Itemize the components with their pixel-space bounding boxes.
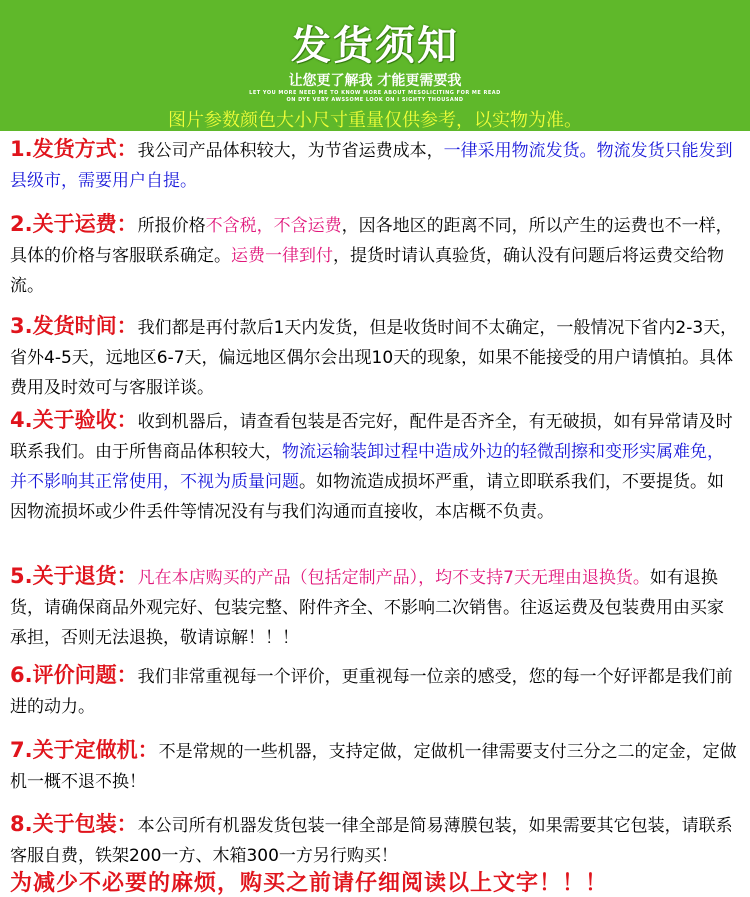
section-custom-machine (10, 735, 740, 797)
header-english-line-2: ON DYE VERY AWSSOME LOOK ON I SIGHTY THOUSAND (286, 97, 464, 103)
section-title: 5.关于退货： (10, 564, 138, 588)
section-highlight: 凡在本店购买的产品（包括定制产品），均不支持7天无理由退换货。 (137, 568, 650, 588)
section-title: 6.评价问题： (10, 663, 138, 687)
section-reviews (10, 660, 740, 722)
section-text: 不是常规的一些机器，支持定做，定做机一律需要支付三分之二的定金，定做机一概不退不换！ (10, 742, 737, 792)
section-highlight: 物流运输装卸过程中造成外边的轻微刮擦和变形实属难免，并不影响其正常使用，不视为质量问题 (10, 442, 724, 492)
section-title: 8.关于包装： (10, 812, 138, 836)
section-text: 我们非常重视每一个评价，更重视每一位亲的感受，您的每一个好评都是我们前进的动力。 (10, 667, 733, 717)
section-title: 4.关于验收： (10, 408, 138, 432)
section-title: 2.关于运费： (10, 212, 138, 236)
section-highlight: 一律采用物流发货。物流发货只能发到县级市，需要用户自提。 (10, 141, 733, 191)
section-title: 1.发货方式： (10, 137, 138, 161)
header-banner (0, 0, 750, 131)
section-highlight: 不含税，不含运费 (205, 216, 342, 236)
footer-warning: 为减少不必要的麻烦，购买之前请仔细阅读以上文字！！！ (10, 871, 609, 896)
section-text: 所报价格 (137, 216, 206, 236)
section-returns (10, 561, 740, 653)
section-text: ，提货时请认真验货，确认没有问题后将运费交给物流。 (10, 246, 724, 296)
section-text: 我公司产品体积较大，为节省运费成本， (137, 141, 444, 161)
section-text: ，因各地区的距离不同，所以产生的运费也不一样，具体的价格与客服联系确定。 (10, 216, 733, 266)
section-text: 收到机器后，请查看包装是否完好，配件是否齐全，有无破损，如有异常请及时联系我们。由于所售商品体积较大， (10, 412, 733, 462)
section-text: 。如物流造成损坏严重，请立即联系我们，不要提货。如因物流损坏或少件丢件等情况没有与我们沟通而直接收，本店概不负责。 (10, 472, 724, 522)
section-text: 如有退换货，请确保商品外观完好、包装完整、附件齐全、不影响二次销售。往返运费及包装费用由买家承担，否则无法退换，敬请谅解！！！ (10, 568, 724, 648)
header-note: 图片参数颜色大小尺寸重量仅供参考，以实物为准。 (168, 110, 582, 131)
section-text: 本公司所有机器发货包装一律全部是简易薄膜包装，如果需要其它包装，请联系客服自费，铁架200一方、木箱300一方另行购买！ (10, 816, 733, 866)
section-highlight: 运费一律到付 (231, 246, 333, 266)
header-english-line-1: LET YOU MORE NEED ME TO KNOW MORE ABOUT MESOLICITING FOR ME READ (249, 90, 501, 96)
section-text: 我们都是再付款后1天内发货，但是收货时间不太确定，一般情况下省内2-3天，省外4-5天，远地区6-7天，偏远地区偶尔会出现10天的现象，如果不能接受的用户请慎拍。具体费用及时效可与客服详谈。 (10, 318, 738, 398)
section-title: 7.关于定做机： (10, 738, 159, 762)
header-title: 发货须知 (291, 23, 459, 69)
section-shipping-fee (10, 209, 740, 301)
section-title: 3.发货时间： (10, 314, 138, 338)
section-shipping-method (10, 134, 740, 196)
section-shipping-time (10, 311, 740, 403)
section-packaging (10, 809, 740, 871)
section-inspection (10, 405, 740, 527)
header-subtitle: 让您更了解我 才能更需要我 (288, 73, 462, 89)
